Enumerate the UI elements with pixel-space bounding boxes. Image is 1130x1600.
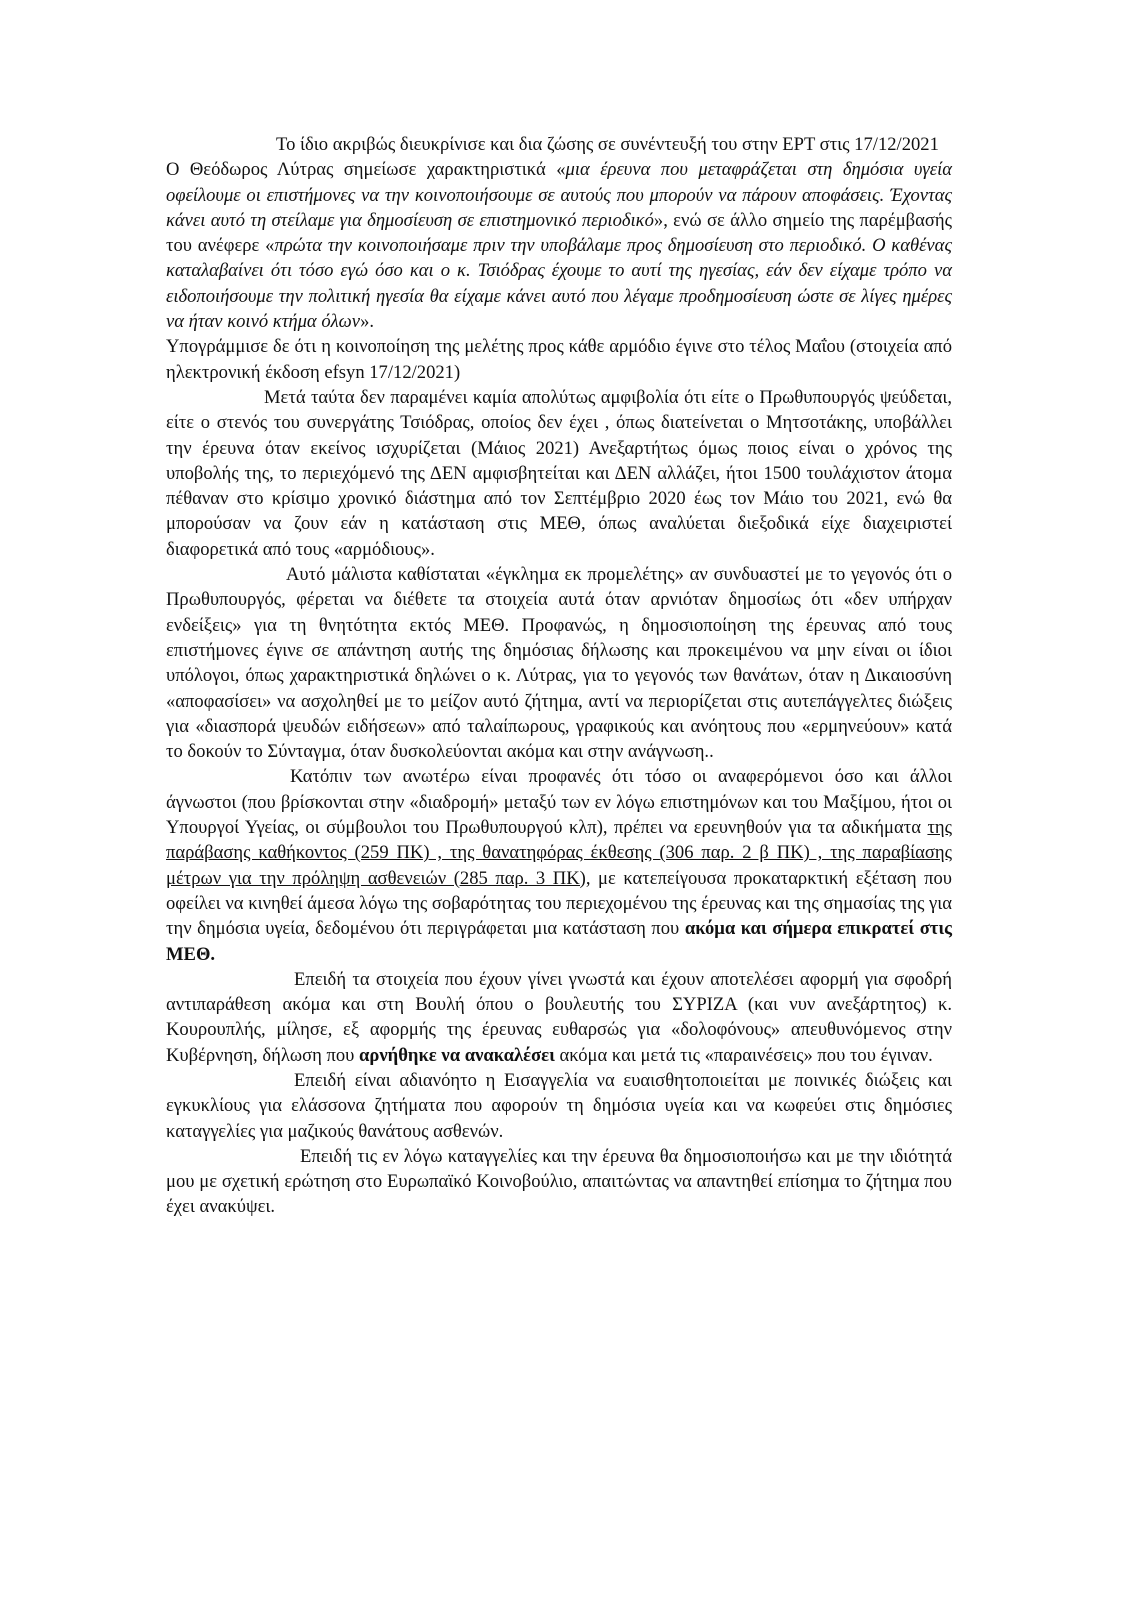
text: Επειδή τα στοιχεία που έχουν γίνει γνωστά και έχουν αποτελέσει αφορμή για σφοδρή αντιπαράθεση ακόμα και στη Βουλή όπου ο βουλευτής του ΣΥΡΙΖΑ (και νυν ανεξάρτητος) κ. Κουρουπλής, μίλησε, εξ αφορμής της έρευνας ευθαρσώς για «δολοφόνους» απευθυνόμενος στην Κυβέρνηση, δήλωση που [166,968,952,1066]
bold-statement: αρνήθηκε να ανακαλέσει [359,1044,555,1066]
paragraph-prosecution: Επειδή είναι αδιανόητο η Εισαγγελία να ευαισθητοποιείται με ποινικές διώξεις και εγκυκλίους για ελάσσονα ζητήματα που αφορούν τη δημόσια υγεία και να κωφεύει στις δημόσιες καταγγελίες για μαζικούς θανάτους ασθενών. [166,1069,952,1142]
quote-italic: πρώτα την κοινοποιήσαμε πριν την υποβάλαμε προς δημοσίευση στο περιοδικό. Ο καθένας καταλαβαίνει ότι τόσο εγώ όσο και ο κ. Τσιόδρας έχουμε το αυτί της ηγεσίας, εάν δεν είχαμε τρόπο να ειδοποιήσουμε την πολιτική ηγεσία θα είχαμε κάνει αυτό που λέγαμε προδημοσίευση ώστε σε λίγες ημέρες να ήταν κοινό κτήμα όλων [166,235,952,333]
document-page [166,132,952,1220]
text: Κατόπιν των ανωτέρω είναι προφανές ότι τόσο οι αναφερόμενοι όσο και άλλοι άγνωστοι (που βρίσκονται στην «διαδρομή» μεταξύ των εν λόγω επιστημόνων και του Μαξίμου, ήτοι οι Υπουργοί Υγείας, οι σύμβουλοι του Πρωθυπουργού κλπ), πρέπει να ερευνηθούν για τα αδικήματα [166,766,952,839]
quote-italic: μια έρευνα που μεταφράζεται στη δημόσια υγεία οφείλουμε οι επιστήμονες να την κοινοποιήσουμε σε αυτούς που μπορούν να πάρουν αποφάσεις. Έχοντας κάνει αυτό τη στείλαμε για δημοσίευση σε επιστημονικό περιοδικό [166,159,953,231]
text: », ενώ σε άλλο σημείο της παρέμβασής του ανέφερε « [166,209,952,257]
paragraph-no-doubt: Μετά ταύτα δεν παραμένει καμία απολύτως αμφιβολία ότι είτε ο Πρωθυπουργός ψεύδεται, είτε ο στενός του συνεργάτης Τσιόδρας, οποίος δεν έχει , όπως διατείνεται ο Μητσοτάκης, υποβάλλει την έρευνα όταν εκείνος ισχυρίζεται (Μάιος 2021) Ανεξαρτήτως όμως ποιος είναι ο χρόνος της υποβολής της, το περιεχόμενό της ΔΕΝ αμφισβητείται και ΔΕΝ αλλάζει, ήτοι 1500 τουλάχιστον άτομα πέθαναν στο κρίσιμο χρονικό διάστημα από τον Σεπτέμβριο 2020 έως τον Μάιο του 2021, ενώ θα μπορούσαν να ζουν εάν η κατάσταση στις ΜΕΘ, όπως αναλύεται διεξοδικά είχε διαχειριστεί διαφορετικά από τους «αρμόδιους». [166,386,952,560]
paragraph-ert-interview: Το ίδιο ακριβώς διευκρίνισε και δια ζώσης σε συνέντευξή του στην ΕΡΤ στις 17/12/2021 [276,134,939,155]
paragraph-premeditated: Αυτό μάλιστα καθίσταται «έγκλημα εκ προμελέτης» αν συνδυαστεί με το γεγονός ότι ο Πρωθυπουργός, φέρεται να διέθετε τα στοιχεία αυτά όταν αρνιόταν δημοσίως ότι «δεν υπήρχαν ενδείξεις» για τη θνητότητα εκτός ΜΕΘ. Προφανώς, η δημοσιοποίηση της έρευνας από τους επιστήμονες έγινε σε απάντηση αυτής της δημόσιας δήλωσης και προκειμένου να μην είναι οι ίδιοι υπόλογοι, όπως χαρακτηριστικά δηλώνει ο κ. Λύτρας, για το γεγονός των θανάτων, όταν η Δικαιοσύνη «αποφασίσει» να ασχοληθεί με το μείζον αυτό ζήτημα, αντί να περιορίζεται στις αυτεπάγγελτες διώξεις για «διασπορά ψευδών ειδήσεων» από ταλαίπωρους, γραφικούς και ανόητους που «ερμηνεύουν» κατά το δοκούν το Σύνταγμα, όταν δυσκολεύονται ακόμα και στην ανάγνωση.. [166,564,952,763]
text: Ο Θεόδωρος Λύτρας σημείωσε χαρακτηριστικά « [166,159,566,181]
text: ». [360,311,375,333]
paragraph-parliament [166,967,952,1068]
paragraph-european-parliament: Επειδή τις εν λόγω καταγγελίες και την έρευνα θα δημοσιοποιήσω και με την ιδιότητά μου με σχετική ερώτηση στο Ευρωπαϊκό Κοινοβούλιο, απαιτώντας να απαντηθεί επίσημα το ζήτημα που έχει ανακύψει. [166,1145,952,1218]
text: ακόμα και μετά τις «παραινέσεις» που του έγιναν. [554,1044,933,1066]
paragraph-investigation [166,764,952,966]
paragraph-may-notification: Υπογράμμισε δε ότι η κοινοποίηση της μελέτης προς κάθε αρμόδιο έγινε στο τέλος Μαΐου (στοιχεία από ηλεκτρονική έκδοση efsyn 17/12/2021) [166,336,952,383]
paragraph-lytras-quote [166,157,952,334]
bold-statement: ακόμα και σήμερα επικρατεί στις ΜΕΘ. [166,918,952,965]
offenses-underlined: της παράβασης καθήκοντος (259 ΠΚ) , της θανατηφόρας έκθεσης (306 παρ. 2 β ΠΚ) , της παραβίασης μέτρων για την πρόληψη ασθενειών (285 παρ. 3 ΠΚ), [166,817,952,889]
text: με κατεπείγουσα προκαταρκτική εξέταση που οφείλει να κινηθεί άμεσα λόγω της σοβαρότητας του περιεχομένου της έρευνας και της σημασίας της για την δημόσια υγεία, δεδομένου ότι περιγράφεται μια κατάσταση που [166,867,952,940]
